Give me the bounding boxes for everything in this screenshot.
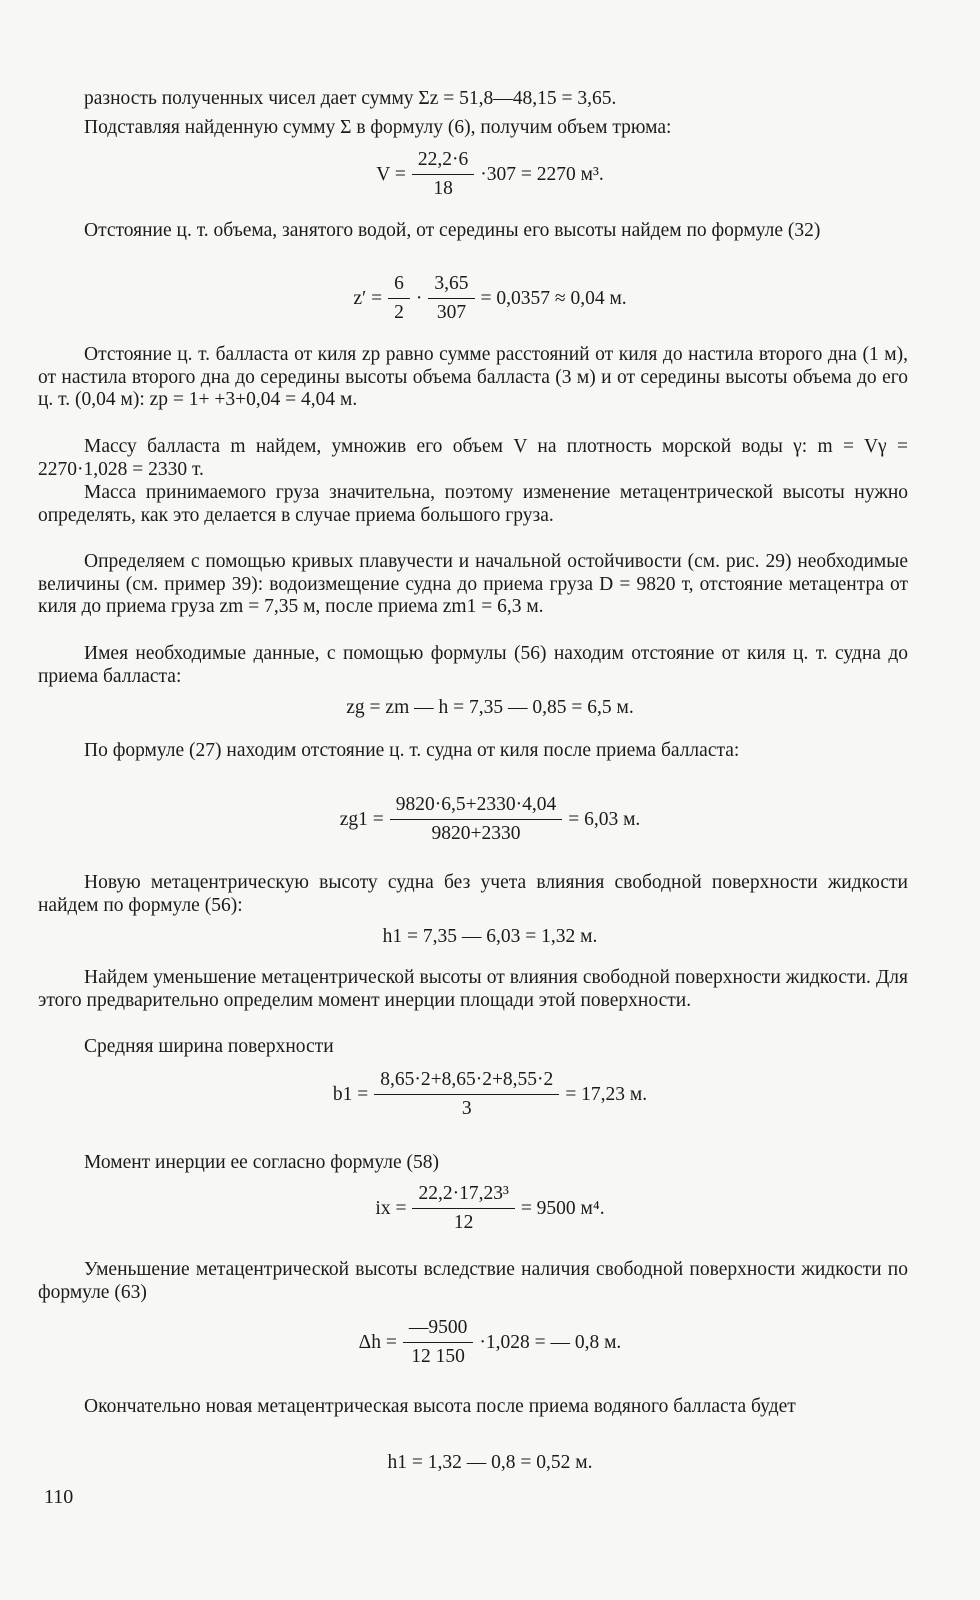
paragraph-new-height: Новую метацентрическую высоту судна без учета влияния свободной поверхности жидкости найдем по формуле (56): [38, 872, 908, 916]
formula-b1-numerator: 8,65·2+8,65·2+8,55·2 [374, 1068, 559, 1095]
formula-z-prime [0, 272, 980, 325]
formula-zg1-lhs: zg1 = [339, 808, 384, 830]
formula-volume-denominator: 18 [433, 178, 453, 199]
paragraph-moment-inertia: Момент инерции ее согласно формуле (58) [84, 1152, 440, 1173]
formula-z-prime-denominator-1: 2 [394, 302, 404, 323]
formula-h1: h1 = 7,35 — 6,03 = 1,32 м. [382, 926, 598, 947]
formula-volume-lhs: V = [376, 163, 406, 185]
formula-b1-lhs: b1 = [332, 1083, 369, 1105]
formula-b1 [0, 1068, 980, 1121]
formula-zg: zg = zm — h = 7,35 — 0,85 = 6,5 м. [346, 697, 634, 718]
paragraph-formula-27: По формуле (27) находим отстояние ц. т. судна от киля после приема балласта: [84, 740, 740, 761]
paragraph-mean-width: Средняя ширина поверхности [84, 1036, 334, 1057]
formula-z-prime-numerator-1: 6 [388, 272, 410, 299]
paragraph-height-decrease: Уменьшение метацентрической высоты вследствие наличия свободной поверхности жидкости по формуле (63) [38, 1259, 908, 1303]
formula-ix-rhs: = 9500 м⁴. [520, 1197, 605, 1219]
formula-z-prime-fraction-1 [388, 272, 410, 325]
page-number: 110 [44, 1486, 74, 1508]
formula-zg1-fraction [390, 793, 563, 846]
formula-ix-denominator: 12 [453, 1212, 474, 1233]
paragraph-curves: Определяем с помощью кривых плавучести и начальной остойчивости (см. рис. 29) необходимые величины (см. пример 39): водоизмещение судна до приема груза D = 9820 т, отстояние метацентра от киля до приема груза zm = 7,35 м, после приема zm1 = 6,3 м. [38, 551, 908, 618]
paragraph-ballast-mass: Массу балласта m найдем, умножив его объем V на плотность морской воды γ: m = Vγ = 2270·1,028 = 2330 т. [38, 436, 908, 480]
formula-volume-fraction [412, 148, 474, 201]
paragraph-cg-before: Имея необходимые данные, с помощью формулы (56) находим отстояние от киля ц. т. судна до приема балласта: [38, 643, 908, 687]
paragraph-water-cg: Отстояние ц. т. объема, занятого водой, от середины его высоты найдем по формуле (32) [84, 220, 821, 241]
formula-z-prime-dot: · [415, 287, 423, 309]
formula-ix-numerator: 22,2·17,23³ [412, 1182, 514, 1209]
paragraph-hold-volume-intro: Подставляя найденную сумму Σ в формулу (6), получим объем трюма: [84, 117, 672, 138]
formula-b1-rhs: = 17,23 м. [565, 1083, 648, 1105]
formula-volume [0, 148, 980, 201]
formula-delta-h-lhs: Δh = [358, 1331, 397, 1353]
formula-delta-h-denominator: 12 150 [411, 1346, 465, 1367]
formula-zg1-denominator: 9820+2330 [431, 823, 521, 844]
paragraph-final-height: Окончательно новая метацентрическая высота после приема водяного балласта будет [84, 1396, 796, 1417]
paragraph-sum: разность полученных чисел дает сумму Σz = 51,8—48,15 = 3,65. [84, 88, 617, 109]
formula-z-prime-lhs: z′ = [353, 287, 383, 309]
formula-delta-h-rhs: ·1,028 = — 0,8 м. [479, 1331, 622, 1353]
formula-b1-fraction [374, 1068, 559, 1121]
formula-z-prime-fraction-2 [428, 272, 474, 325]
formula-final-h1: h1 = 1,32 — 0,8 = 0,52 м. [387, 1452, 593, 1473]
formula-zg1-numerator: 9820·6,5+2330·4,04 [390, 793, 563, 820]
formula-delta-h-fraction [403, 1316, 474, 1369]
formula-zg1 [0, 793, 980, 846]
formula-b1-denominator: 3 [461, 1098, 472, 1119]
formula-volume-numerator: 22,2·6 [412, 148, 474, 175]
formula-ix-fraction [412, 1182, 514, 1235]
formula-z-prime-numerator-2: 3,65 [428, 272, 474, 299]
formula-z-prime-rhs: = 0,0357 ≈ 0,04 м. [480, 287, 627, 309]
formula-volume-rhs: ·307 = 2270 м³. [480, 163, 604, 185]
formula-z-prime-denominator-2: 307 [436, 302, 467, 323]
formula-ix [0, 1182, 980, 1235]
paragraph-ballast-cg: Отстояние ц. т. балласта от киля zp равно сумме расстояний от киля до настила второго дна (1 м), от настила второго дна до середины высоты объема балласта (3 м) и от середины высоты объема до его ц. т. (0,04 м): zp = 1+ +3+0,04 = 4,04 м. [38, 344, 908, 411]
paragraph-large-load: Масса принимаемого груза значительна, поэтому изменение метацентрической высоты нужно определять, как это делается в случае приема большого груза. [38, 482, 908, 526]
formula-delta-h [0, 1316, 980, 1369]
paragraph-free-surface: Найдем уменьшение метацентрической высоты от влияния свободной поверхности жидкости. Для этого предварительно определим момент инерции площади этой поверхности. [38, 967, 908, 1011]
formula-delta-h-numerator: —9500 [403, 1316, 474, 1343]
formula-zg1-rhs: = 6,03 м. [568, 808, 641, 830]
formula-ix-lhs: ix = [375, 1197, 407, 1219]
